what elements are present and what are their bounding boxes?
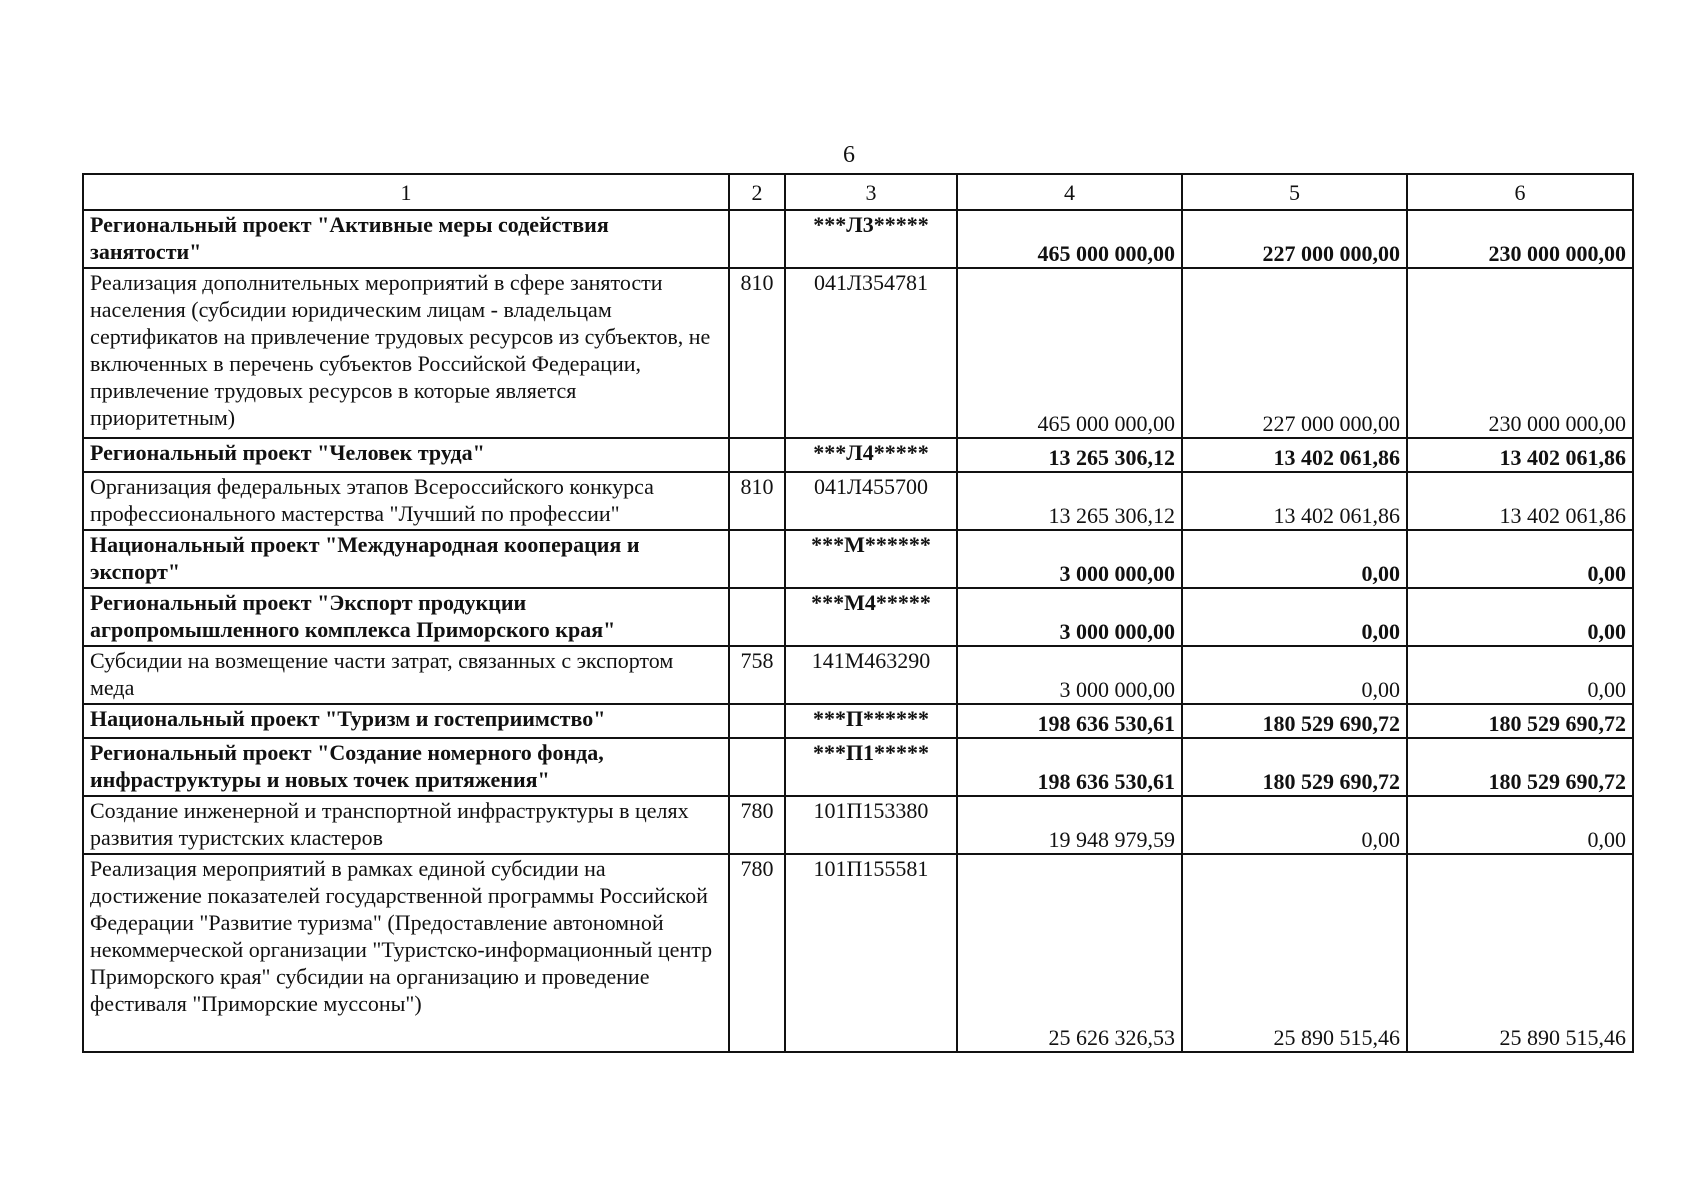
table-header-row <box>83 174 1633 210</box>
row-amount-4: 13 265 306,12 <box>957 438 1182 472</box>
row-name: Региональный проект "Экспорт продукции агропромышленного комплекса Приморского края" <box>83 588 729 646</box>
row-amount-4: 198 636 530,61 <box>957 704 1182 738</box>
row-code: ***П1***** <box>785 738 957 796</box>
row-code: ***М4***** <box>785 588 957 646</box>
row-amount-5: 25 890 515,46 <box>1182 854 1407 1052</box>
row-amount-4: 3 000 000,00 <box>957 646 1182 704</box>
row-name: Региональный проект "Человек труда" <box>83 438 729 472</box>
row-name: Национальный проект "Международная кооперация и экспорт" <box>83 530 729 588</box>
row-name: Реализация мероприятий в рамках единой субсидии на достижение показателей государственной программы Российской Федерации "Развитие туризма" (Предоставление автономной некоммерческой организации "Туристско-информационный центр Приморского края" субсидии на организацию и проведение фестиваля "Приморские муссоны") <box>83 854 729 1052</box>
row-rz <box>729 704 785 738</box>
row-name: Создание инженерной и транспортной инфраструктуры в целях развития туристских кластеров <box>83 796 729 854</box>
row-rz: 810 <box>729 268 785 438</box>
row-rz: 780 <box>729 796 785 854</box>
row-code: 101П155581 <box>785 854 957 1052</box>
row-amount-6: 13 402 061,86 <box>1407 438 1633 472</box>
table-row <box>83 210 1633 268</box>
table-row <box>83 704 1633 738</box>
header-cell: 2 <box>729 174 785 210</box>
table-row <box>83 854 1633 1052</box>
table-row <box>83 530 1633 588</box>
header-cell: 5 <box>1182 174 1407 210</box>
row-rz <box>729 738 785 796</box>
row-amount-6: 230 000 000,00 <box>1407 268 1633 438</box>
row-rz <box>729 530 785 588</box>
header-cell: 3 <box>785 174 957 210</box>
row-rz: 810 <box>729 472 785 530</box>
table-row <box>83 438 1633 472</box>
row-code: ***Л4***** <box>785 438 957 472</box>
table-row <box>83 646 1633 704</box>
table-row <box>83 588 1633 646</box>
header-cell: 6 <box>1407 174 1633 210</box>
row-amount-6: 0,00 <box>1407 530 1633 588</box>
row-amount-5: 0,00 <box>1182 796 1407 854</box>
row-name: Реализация дополнительных мероприятий в сфере занятости населения (субсидии юридическим лицам - владельцам сертификатов на привлечение трудовых ресурсов из субъектов, не включенных в перечень субъектов Российской Федерации, привлечение трудовых ресурсов в которые является приоритетным) <box>83 268 729 438</box>
row-name: Национальный проект "Туризм и гостеприимство" <box>83 704 729 738</box>
row-amount-5: 0,00 <box>1182 530 1407 588</box>
row-code: 141М463290 <box>785 646 957 704</box>
row-amount-4: 465 000 000,00 <box>957 210 1182 268</box>
table-row <box>83 472 1633 530</box>
row-amount-5: 227 000 000,00 <box>1182 268 1407 438</box>
table-row <box>83 738 1633 796</box>
row-amount-4: 3 000 000,00 <box>957 588 1182 646</box>
row-name: Региональный проект "Активные меры содействия занятости" <box>83 210 729 268</box>
row-amount-4: 3 000 000,00 <box>957 530 1182 588</box>
row-code: 041Л455700 <box>785 472 957 530</box>
header-cell: 1 <box>83 174 729 210</box>
row-amount-6: 180 529 690,72 <box>1407 738 1633 796</box>
row-amount-6: 180 529 690,72 <box>1407 704 1633 738</box>
row-rz: 758 <box>729 646 785 704</box>
row-amount-4: 465 000 000,00 <box>957 268 1182 438</box>
row-amount-5: 227 000 000,00 <box>1182 210 1407 268</box>
row-amount-6: 0,00 <box>1407 796 1633 854</box>
row-name: Организация федеральных этапов Всероссийского конкурса профессионального мастерства "Лучший по профессии" <box>83 472 729 530</box>
row-amount-5: 180 529 690,72 <box>1182 704 1407 738</box>
row-amount-6: 25 890 515,46 <box>1407 854 1633 1052</box>
table-row <box>83 268 1633 438</box>
row-rz: 780 <box>729 854 785 1052</box>
row-amount-6: 230 000 000,00 <box>1407 210 1633 268</box>
row-rz <box>729 210 785 268</box>
row-name: Субсидии на возмещение части затрат, связанных с экспортом меда <box>83 646 729 704</box>
row-amount-5: 180 529 690,72 <box>1182 738 1407 796</box>
row-amount-6: 0,00 <box>1407 646 1633 704</box>
row-rz <box>729 438 785 472</box>
row-amount-4: 25 626 326,53 <box>957 854 1182 1052</box>
row-amount-4: 19 948 979,59 <box>957 796 1182 854</box>
row-amount-4: 13 265 306,12 <box>957 472 1182 530</box>
row-amount-5: 13 402 061,86 <box>1182 438 1407 472</box>
row-amount-5: 13 402 061,86 <box>1182 472 1407 530</box>
page-number: 6 <box>843 142 855 168</box>
row-amount-4: 198 636 530,61 <box>957 738 1182 796</box>
row-code: 101П153380 <box>785 796 957 854</box>
row-amount-6: 0,00 <box>1407 588 1633 646</box>
budget-table <box>82 173 1634 1053</box>
row-amount-5: 0,00 <box>1182 588 1407 646</box>
row-code: ***П****** <box>785 704 957 738</box>
row-amount-6: 13 402 061,86 <box>1407 472 1633 530</box>
header-cell: 4 <box>957 174 1182 210</box>
row-name: Региональный проект "Создание номерного фонда, инфраструктуры и новых точек притяжения" <box>83 738 729 796</box>
table-row <box>83 796 1633 854</box>
row-code: 041Л354781 <box>785 268 957 438</box>
row-amount-5: 0,00 <box>1182 646 1407 704</box>
row-rz <box>729 588 785 646</box>
row-code: ***Л3***** <box>785 210 957 268</box>
row-code: ***М****** <box>785 530 957 588</box>
